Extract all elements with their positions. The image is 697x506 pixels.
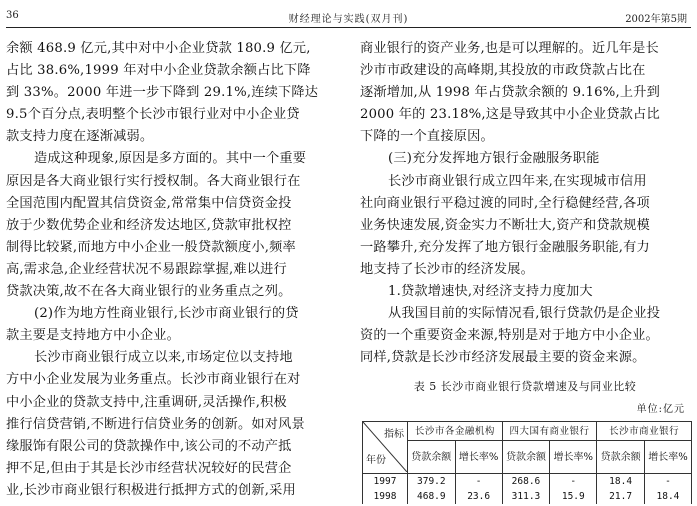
text-line: 下降的一个直接原因。 — [360, 129, 494, 145]
table-cell: 379.2 — [408, 474, 456, 490]
text-line: 款主要是支持地方中小企业。 — [6, 328, 181, 344]
page-number: 36 — [6, 10, 19, 21]
table-cell: - — [644, 474, 691, 490]
column-header: 增长率% — [550, 441, 597, 474]
group-header: 四大国有商业银行 — [502, 422, 597, 441]
table-cell: 18.4 — [597, 474, 645, 490]
right-column — [360, 38, 690, 369]
text-line: 款支持力度在逐渐减弱。 — [6, 129, 154, 145]
text-line: 一路攀升,充分发挥了地方银行金融服务职能,有力 — [360, 239, 650, 255]
table-row — [363, 489, 692, 504]
loan-growth-table — [362, 421, 692, 504]
text-line: 高,需求急,企业经营状况不易跟踪掌握,难以进行 — [6, 261, 287, 277]
text-line: 业务快速发展,资金实力不断壮大,资产和贷款规模 — [360, 217, 650, 233]
text-line: (2)作为地方性商业银行,长沙市商业银行的贷 — [34, 306, 299, 322]
group-header: 长沙市商业银行 — [597, 422, 692, 441]
table-caption: 表 5 长沙市商业银行贷款增速及与同业比较 — [413, 380, 637, 393]
text-line: 到 33%。2000 年进一步下降到 29.1%,连续下降达 — [6, 85, 319, 101]
text-line: 业,长沙市商业银行积极进行抵押方式的创新,采用 — [6, 482, 296, 498]
text-line: 押不足,但由于其是长沙市经营状况较好的民营企 — [6, 460, 292, 476]
table-cell: - — [455, 474, 502, 490]
table-cell: 1997 — [363, 474, 408, 490]
table-cell: 268.6 — [502, 474, 550, 490]
column-header: 贷款余额 — [502, 441, 550, 474]
section-heading: (三)充分发挥地方银行金融服务职能 — [388, 151, 600, 167]
text-line: 地支持了长沙市的经济发展。 — [360, 261, 535, 277]
table-corner-cell — [363, 422, 408, 474]
table-cell: - — [550, 474, 597, 490]
column-header: 贷款余额 — [408, 441, 456, 474]
corner-label-year: 年份 — [366, 455, 386, 466]
text-line: 推行信贷营销,不断进行信贷业务的创新。如对风景 — [6, 416, 305, 432]
text-line: 长沙市商业银行成立四年来,在实现城市信用 — [388, 173, 647, 189]
text-line: 缘服饰有限公司的贷款操作中,该公司的不动产抵 — [6, 438, 292, 454]
text-line: 中小企业的贷款支持中,注重调研,灵活操作,积极 — [6, 394, 287, 410]
table-cell: 18.4 — [644, 489, 691, 504]
group-header: 长沙市各金融机构 — [408, 422, 503, 441]
table-cell: 468.9 — [408, 489, 456, 504]
text-line: 放于少数优势企业和经济发达地区,贷款审批权控 — [6, 217, 292, 233]
text-line: 贷款决策,故不在各大商业银行的业务重点之列。 — [6, 284, 292, 300]
text-line: 同样,贷款是长沙市经济发展最主要的资金来源。 — [360, 350, 646, 366]
table-cell: 1998 — [363, 489, 408, 504]
table-cell: 21.7 — [597, 489, 645, 504]
text-line: 社向商业银行平稳过渡的同时,全行稳健经营,各项 — [360, 195, 650, 211]
header-rule — [6, 27, 691, 28]
text-line: 商业银行的资产业务,也是可以理解的。近几年是长 — [360, 41, 659, 56]
subsection-heading: 1.贷款增速快,对经济支持力度加大 — [388, 284, 593, 300]
text-line: 原因是各大商业银行实行授权制。各大商业银行在 — [6, 173, 301, 189]
table-row — [363, 474, 692, 490]
text-line: 长沙市商业银行成立以来,市场定位以支持地 — [34, 350, 293, 366]
text-line: 2000 年的 23.18%,这是导致其中小企业贷款占比 — [360, 107, 660, 123]
issue-info: 2002年第5期 — [625, 14, 687, 25]
text-line: 全国范围内配置其信贷资金,常常集中信贷资金投 — [6, 195, 292, 211]
text-line: 方中小企业发展为业务重点。长沙市商业银行在对 — [6, 372, 301, 388]
text-line: 9.5个百分点,表明整个长沙市银行业对中小企业贷 — [6, 107, 300, 123]
text-line: 占比 38.6%,1999 年对中小企业贷款余额占比下降 — [6, 63, 311, 79]
journal-title: 财经理论与实践(双月刊) — [288, 14, 409, 25]
table-cell: 311.3 — [502, 489, 550, 504]
text-line: 制得比较紧,而地方中小企业一般贷款额度小,频率 — [6, 239, 296, 255]
table-cell: 15.9 — [550, 489, 597, 504]
column-header: 增长率% — [455, 441, 502, 474]
left-column — [6, 38, 342, 502]
text-line: 造成这种现象,原因是多方面的。其中一个重要 — [34, 151, 307, 167]
text-line: 沙市市政建设的高峰期,其投放的市政贷款占比在 — [360, 63, 646, 79]
column-header: 贷款余额 — [597, 441, 645, 474]
column-header: 增长率% — [644, 441, 691, 474]
table-cell: 23.6 — [455, 489, 502, 504]
text-line: 资的一个重要资金来源,特别是对于地方中小企业。 — [360, 328, 659, 344]
running-header — [0, 8, 697, 26]
table-unit: 单位:亿元 — [636, 404, 685, 415]
corner-label-indicator: 指标 — [384, 429, 404, 440]
text-line: 从我国目前的实际情况看,银行贷款仍是企业投 — [388, 306, 661, 322]
text-line: 逐渐增加,从 1998 年占贷款余额的 9.16%,上升到 — [360, 85, 661, 101]
text-line: 余额 468.9 亿元,其中对中小企业贷款 180.9 亿元, — [6, 41, 311, 56]
